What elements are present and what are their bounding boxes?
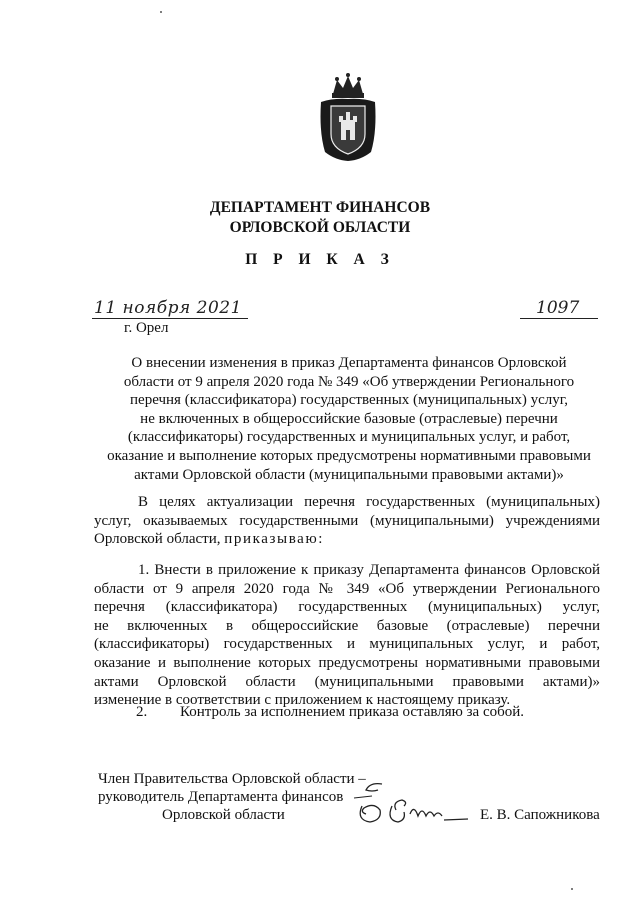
scan-speck <box>571 888 573 890</box>
city-label: г. Орел <box>124 320 169 336</box>
item-2-text: Контроль за исполнением приказа оставляю за собой. <box>180 704 525 720</box>
signer-position-line3: Орловской области <box>162 807 285 823</box>
preamble-line-text: Орловской области, <box>94 531 221 548</box>
preamble-line: В целях актуализации перечня государственных (муниципальных) <box>138 494 600 510</box>
handwritten-date: 11 ноября 2021 <box>94 298 242 318</box>
scan-speck <box>160 11 162 13</box>
subject-line: перечня (классификатора) государственных (муниципальных) услуг, <box>130 392 568 409</box>
order-subject <box>94 354 604 484</box>
signer-position-line1: Член Правительства Орловской области – <box>98 771 366 787</box>
item-line: (классификаторы) государственных и муниципальных услуг, и работ, <box>94 636 600 653</box>
orel-region-coat-of-arms-icon <box>315 72 381 162</box>
preamble-line: услуг, оказываемых государственными (муниципальными) учреждениями <box>94 512 600 529</box>
item-line: оказание и выполнение которых предусмотрены нормативными правовыми <box>94 654 600 671</box>
preamble-paragraph <box>94 493 600 549</box>
subject-line: области от 9 апреля 2020 года № 349 «Об утверждении Регионального <box>123 373 575 390</box>
subject-line: актами Орловской области (муниципальными правовыми актами)» <box>134 466 564 483</box>
item-line: перечня (классификатора) государственных (муниципальных) услуг, <box>94 599 600 616</box>
subject-line: О внесении изменения в приказ Департамента финансов Орловской <box>131 355 567 371</box>
subject-line: (классификаторы) государственных и муниципальных услуг, и работ, <box>127 429 571 446</box>
signer-position-line2: руководитель Департамента финансов <box>98 789 344 805</box>
department-name-line2: ОРЛОВСКОЙ ОБЛАСТИ <box>229 219 411 236</box>
item-line: изменение в соответствии с приложением к настоящему приказу. <box>94 692 511 709</box>
preamble-line <box>94 530 600 549</box>
date-underline <box>92 318 248 319</box>
document-type-title: П Р И К А З <box>245 251 395 268</box>
item-2-number: 2. <box>136 704 148 720</box>
order-word: приказываю: <box>224 531 325 548</box>
item-line: области от 9 апреля 2020 года № 349 «Об утверждении Регионального <box>94 580 600 597</box>
item-2-paragraph <box>136 704 524 721</box>
handwritten-signature <box>352 776 470 826</box>
signer-name: Е. В. Сапожникова <box>480 807 600 823</box>
number-underline <box>520 318 598 319</box>
subject-line: не включенных в общероссийские базовые (отраслевые) перечни <box>140 410 558 427</box>
item-1-paragraph <box>94 561 600 710</box>
handwritten-order-number: 1097 <box>536 298 580 318</box>
item-line: не включенных в общероссийские базовые (отраслевые) перечни <box>94 617 600 634</box>
department-name-line1: ДЕПАРТАМЕНТ ФИНАНСОВ <box>209 199 431 216</box>
subject-line: оказание и выполнение которых предусмотрены нормативными правовыми <box>107 447 591 464</box>
item-line: актами Орловской области (муниципальными правовыми актами)» <box>94 673 600 690</box>
item-line: 1. Внести в приложение к приказу Департамента финансов Орловской <box>138 562 600 578</box>
